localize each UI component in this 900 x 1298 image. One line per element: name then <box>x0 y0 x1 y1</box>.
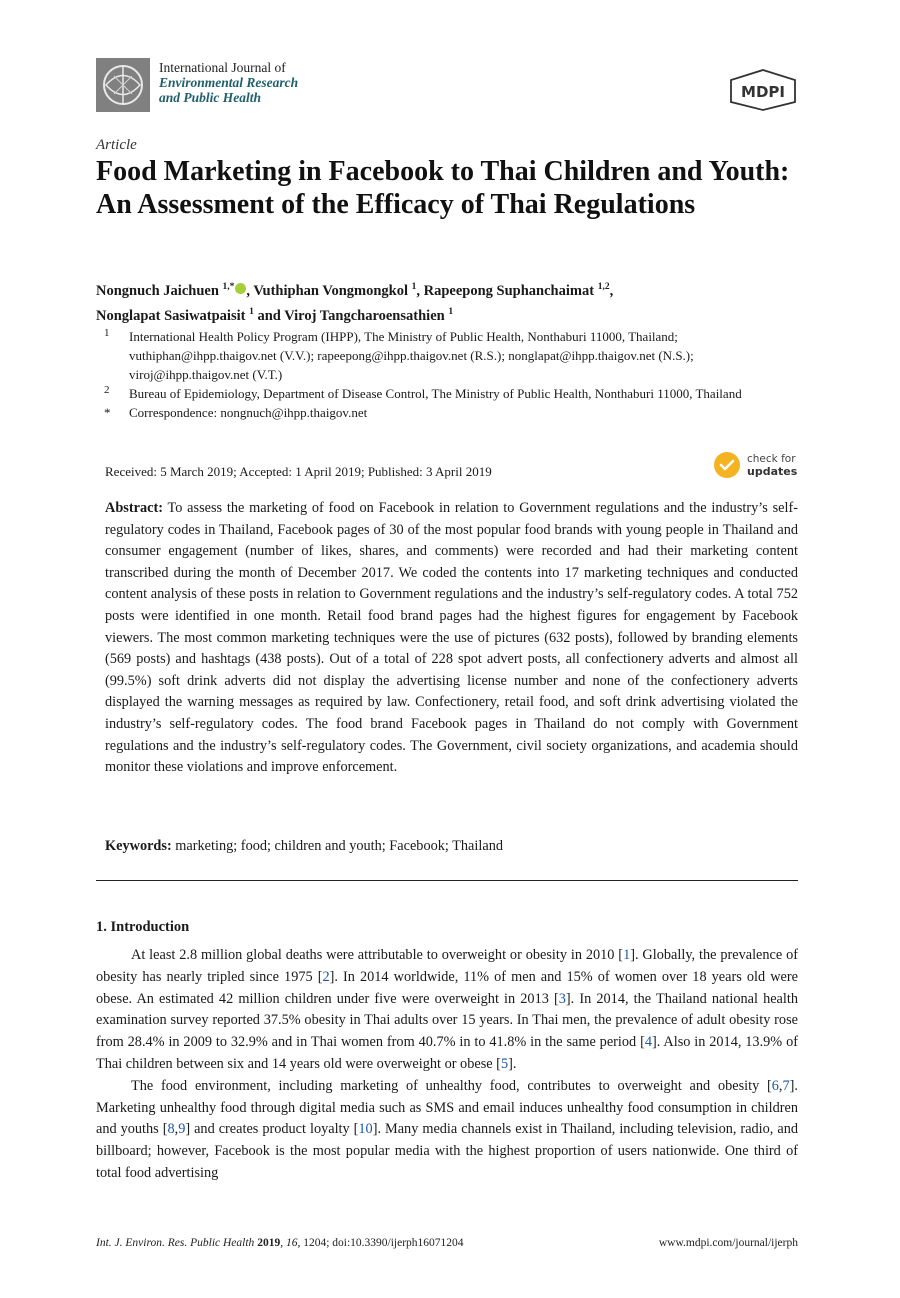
affiliation-item <box>104 384 804 403</box>
check-updates-label-top: check for <box>747 453 796 465</box>
footer-journal-url[interactable]: www.mdpi.com/journal/ijerph <box>658 1237 798 1249</box>
footer-journal-abbrev: Int. J. Environ. Res. Public Health <box>96 1237 255 1249</box>
affiliation-item <box>104 327 804 384</box>
author-affiliation-marker: 1,* <box>222 282 235 292</box>
text-run: ]. Marketing unhealthy food through digital media such as SMS and email induces unhealthy food consumption in children and youths [ <box>96 1077 798 1138</box>
author-name[interactable]: Rapeepong Suphanchaimat <box>423 282 595 299</box>
citation-link[interactable]: 4 <box>644 1034 652 1051</box>
keywords-text: marketing; food; children and youth; Facebook; Thailand <box>175 838 503 854</box>
journal-name-line3: and Public Health <box>159 90 262 105</box>
author-affiliation-marker: 1,2 <box>597 282 610 292</box>
publication-dates: Received: 5 March 2019; Accepted: 1 April 2019; Published: 3 April 2019 <box>105 464 492 479</box>
abstract-label: Abstract: <box>105 500 163 516</box>
journal-emblem-icon <box>96 58 150 112</box>
mdpi-logo-text: MDPI <box>741 83 785 101</box>
abstract-text: To assess the marketing of food on Facebook in relation to Government regulations and the industry’s self-regulatory codes in Thailand, Facebook pages of 30 of the most popular food brands with young people in Thailand and consumer engagement (number of likes, shares, and comments) were recorded and had their marketing content transcribed during the month of December 2017. We coded the contents into 17 marketing techniques and conducted content analysis of these posts in relation to Government regulations and the industry’s self-regulatory codes. A total 752 posts were identified in one month. Retail food brand pages had the highest figures for engagement by Facebook viewers. The most common marketing techniques were the use of pictures (632 posts), followed by branding elements (569 posts) and hashtags (438 posts). Out of a total of 228 spot advert posts, all confectionery adverts and almost all (99.5%) soft drink adverts did not display the advertising license number and none of the confectionery adverts displayed the warning messages as required by law. Confectionery, retail food, and soft drink advertising violated the industry’s self-regulatory codes. The food brand Facebook pages in Thailand do not comply with Government regulations and the industry’s self-regulatory codes. The Government, civil society organizations, and academia should monitor these violations and improve enforcement. <box>105 500 798 776</box>
text-run: , <box>174 1121 179 1138</box>
mdpi-logo <box>727 68 799 112</box>
citation-link[interactable]: 1 <box>623 947 631 963</box>
keywords-label: Keywords: <box>105 838 172 854</box>
keywords <box>105 838 798 855</box>
check-updates-label-bottom: updates <box>747 465 798 478</box>
footer-citation: Int. J. Environ. Res. Public Health 2019, 16, 1204; doi:10.3390/ijerph16071204 <box>96 1237 464 1249</box>
text-run: ]. In 2014, the Thailand national health examination survey reported 37.5% obesity in Thai adults over 15 years. In Thai men, the prevalence of adult obesity rose from 28.4% in 2009 to 32.9% and in Thai women from 40.7% in to 41.8% in the same period [ <box>96 990 799 1051</box>
citation-link[interactable]: 9 <box>178 1121 186 1138</box>
correspondence-marker: * <box>104 405 111 420</box>
journal-logo <box>96 58 150 112</box>
text-run: ]. Also in 2014, 13.9% of Thai children between six and 14 years old were overweight or obese [ <box>96 1034 798 1072</box>
author-affiliation-marker: 1 <box>249 306 254 317</box>
text-run: ]. <box>508 1055 517 1072</box>
affiliation-text: International Health Policy Program (IHPP), The Ministry of Public Health, Nonthaburi 11000, Thailand; vuthiphan@ihpp.thaigov.net (V.V.); rapeepong@ihpp.thaigov.net (R.S.); nonglapat@ihpp.thaigov.net (N.S.); viroj@ihpp.thaigov.net (V.T.) <box>129 329 694 382</box>
footer-doi: , 1204; doi:10.3390/ijerph16071204 <box>297 1237 464 1249</box>
affiliation-list <box>104 327 804 422</box>
check-for-updates-button[interactable] <box>714 452 800 482</box>
mdpi-logo-icon <box>727 68 799 112</box>
text-run: , <box>778 1077 783 1094</box>
affiliation-number: 2 <box>104 384 110 396</box>
orcid-icon[interactable] <box>235 283 246 294</box>
author-name[interactable]: Vuthiphan Vongmongkol <box>253 282 409 299</box>
citation-link[interactable]: 6 <box>771 1077 779 1094</box>
citation-link[interactable]: 3 <box>558 990 566 1007</box>
text-run: ]. Globally, the prevalence of obesity has nearly tripled since 1975 [ <box>96 947 798 985</box>
text-run: At least 2.8 million global deaths were attributable to overweight or obesity in 2010 [ <box>131 947 624 963</box>
journal-name <box>159 60 298 105</box>
check-updates-icon <box>714 452 740 478</box>
citation-link[interactable]: 5 <box>500 1055 509 1072</box>
section-heading-introduction: 1. Introduction <box>96 919 190 935</box>
author-affiliation-marker: 1 <box>411 282 417 292</box>
introduction-body <box>96 945 798 1185</box>
abstract <box>105 498 798 779</box>
citation-link[interactable]: 2 <box>322 968 330 985</box>
citation-link[interactable]: 10 <box>358 1121 373 1138</box>
text-run: ] and creates product loyalty [ <box>185 1121 359 1138</box>
paragraph <box>96 945 798 1076</box>
article-type: Article <box>96 137 137 153</box>
author-affiliation-marker: 1 <box>448 306 454 317</box>
footer-volume: 16 <box>285 1237 298 1249</box>
affiliation-text: Bureau of Epidemiology, Department of Disease Control, The Ministry of Public Health, Nonthaburi 11000, Thailand <box>129 386 742 401</box>
text-run: ]. In 2014 worldwide, 11% of men and 15% of women over 18 years old were obese. An estimated 42 million children under five were overweight in 2013 [ <box>96 968 798 1007</box>
citation-link[interactable]: 8 <box>167 1121 175 1138</box>
text-run: ]. Many media channels exist in Thailand, including television, radio, and billboard; however, Facebook is the most popular media with the highest proportion of users nationwide. One third of total food advertising <box>96 1121 798 1181</box>
affiliation-number: 1 <box>104 327 110 339</box>
journal-name-line1: International Journal of <box>159 60 286 75</box>
footer-year: 2019 <box>257 1237 281 1249</box>
journal-name-line2: Environmental Research <box>159 75 299 90</box>
correspondence-item <box>104 403 804 422</box>
citation-link[interactable]: 7 <box>782 1077 790 1094</box>
correspondence-text: Correspondence: nongnuch@ihpp.thaigov.net <box>129 405 368 420</box>
author-list: Nongnuch Jaichuen $^{1,*}$ , Vuthiphan Vongmongkol $^1$, Rapeepong Suphanchaimat $^{1,2}$, Nonglapat Sasiwatpaisit $^1$ and Viroj Tangcharoensathien $^1$ <box>96 282 614 324</box>
author-name[interactable]: Viroj Tangcharoensathien <box>284 307 445 324</box>
author-name[interactable]: Nonglapat Sasiwatpaisit <box>96 307 246 324</box>
paragraph <box>96 1076 798 1185</box>
section-divider <box>96 880 798 881</box>
page-title: Food Marketing in Facebook to Thai Children and Youth: An Assessment of the Efficacy of Thai Regulations <box>96 156 790 220</box>
text-run: The food environment, including marketing of unhealthy food, contributes to overweight and obesity [ <box>131 1077 772 1094</box>
author-name[interactable]: Nongnuch Jaichuen <box>96 282 219 299</box>
